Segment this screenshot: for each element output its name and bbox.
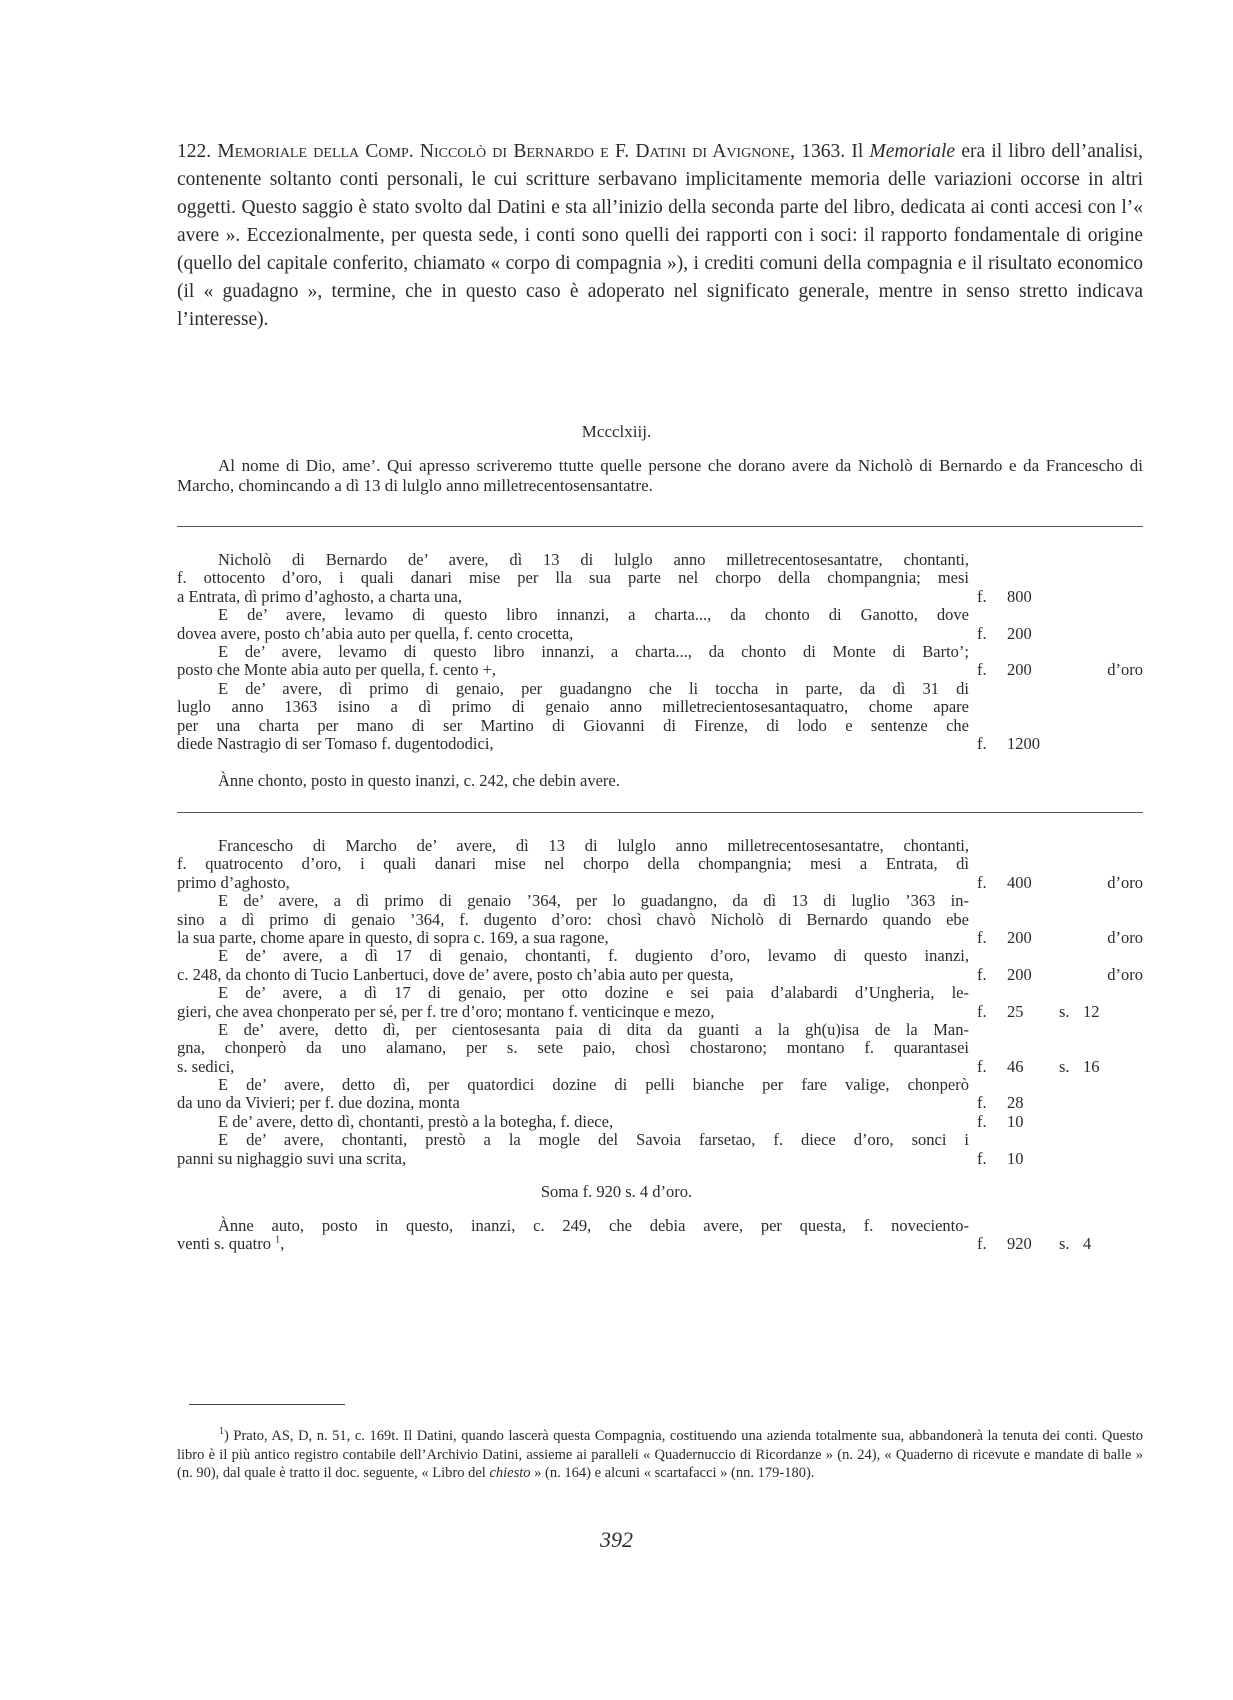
entry-line — [177, 606, 1143, 624]
entry-line — [177, 855, 1143, 873]
entry-line-text: E de’ avere, dì primo di genaio, per guadangno che li toccha in parte, da dì 31 di — [218, 678, 969, 698]
closing-line-2: venti s. quatro — [177, 1234, 271, 1254]
entry-amt: 25 — [1007, 1001, 1024, 1021]
entry-line — [177, 1021, 1143, 1039]
year-heading: Mccclxiij. — [581, 422, 652, 441]
entry-line-text: E de’ avere, detto dì, per cientosesanta paia di dita da guanti a la gh(u)isa de la Man- — [218, 1019, 969, 1039]
entry-line-text: E de’ avere, levamo di questo libro innanzi, a charta..., da chonto di Monte di Barto’; — [218, 641, 969, 661]
entry-line-text: luglo anno 1363 isino a dì primo di genaio anno milletrecientosesantaquatro, chome apare — [177, 697, 969, 717]
entry-s: s. — [1059, 1056, 1070, 1076]
footnote-mark: 1 — [219, 1426, 224, 1438]
entry-line-text: dovea avere, posto ch’abia auto per quella, f. cento crocetta, — [177, 623, 574, 643]
footnote-text-b: » (n. 164) e alcuni « scartafacci » (nn. 179-180). — [534, 1465, 815, 1481]
entry-oro: d’oro — [1107, 927, 1143, 947]
entry-sn: 12 — [1083, 1001, 1100, 1021]
entry-line-text: E de’ avere, a dì 17 di genaio, per otto dozine e sei paia d’alabardi d’Ungheria, le- — [218, 983, 969, 1003]
doc-number: 122. — [177, 141, 212, 162]
entry-f: f. — [977, 586, 987, 606]
entry-amt: 10 — [1007, 1148, 1024, 1168]
entry-amt: 400 — [1007, 872, 1032, 892]
divider-2 — [177, 812, 1143, 813]
entry-line-text: E de’ avere, a dì primo di genaio ’364, per lo guadangno, da dì 13 di luglio ’363 in- — [218, 891, 969, 911]
footnote-text-a: ) Prato, AS, D, n. 51, c. 169t. Il Datini, quando lascerà questa Compagnia, costituendo una azienda totalmente sua, abbandonerà la tenuta dei conti. Questo libro è il più antico registro contabile dell’Archivio Datini, assieme ai paralleli « Quadernuccio di Ricordanze » (n. 24), « Quaderno di ricevute e mandate di balle » (n. 90), dal quale è tratto il doc. seguente, « Libro del — [177, 1428, 1143, 1481]
entry-line — [177, 1039, 1143, 1057]
entry-line-text: f. ottocento d’oro, i quali danari mise per lla sua parte nel chorpo della chompangnia; mesi — [177, 568, 969, 588]
entry-line — [177, 1094, 1143, 1112]
entry-line — [177, 569, 1143, 587]
entry-line-text: a Entrata, dì primo d’aghosto, a charta una, — [177, 586, 462, 606]
entry-f: f. — [977, 733, 987, 753]
entry-line-text: gna, chonperò da uno alamano, per s. sete paio, chosì chostarono; montano f. quarantasei — [177, 1038, 969, 1058]
entry-line-text: E de’ avere, chontanti, prestò a la mogle del Savoia farsetao, f. diece d’oro, sonci i — [218, 1130, 969, 1150]
footnote-italic: chiesto — [489, 1465, 531, 1481]
closing-tail: , — [280, 1234, 285, 1254]
entry1-closing: Ànne chonto, posto in questo inanzi, c. 242, che debin avere. — [218, 771, 620, 790]
entry-f: f. — [977, 1148, 987, 1168]
entry-f: f. — [977, 623, 987, 643]
entry-oro: d’oro — [1107, 964, 1143, 984]
entry-line-text: posto che Monte abia auto per quella, f. cento +, — [177, 660, 497, 680]
entry-amt: 200 — [1007, 660, 1032, 680]
entry-line-text: la sua parte, chome apare in questo, di sopra c. 169, a sua ragone, — [177, 927, 609, 947]
entry-f: f. — [977, 872, 987, 892]
entry-line — [177, 1003, 1143, 1021]
footnote-ref: 1 — [275, 1234, 281, 1246]
closing-s: s. — [1059, 1234, 1070, 1254]
entry-line-text: E de’ avere, a dì 17 di genaio, chontanti, f. dugiento d’oro, levamo di questo inanzi, — [218, 946, 969, 966]
entry-amt: 200 — [1007, 964, 1032, 984]
entry-line — [177, 947, 1143, 965]
entry-f: f. — [977, 964, 987, 984]
entry-amt: 10 — [1007, 1111, 1024, 1131]
entry-line — [177, 911, 1143, 929]
entry-line — [177, 1113, 1143, 1131]
entry-line — [177, 837, 1143, 855]
entry-line-text: Nicholò di Bernardo de’ avere, dì 13 di lulglo anno milletrecentosesantatre, chontanti, — [218, 550, 969, 569]
entry-f: f. — [977, 1111, 987, 1131]
entry-line-text: s. sedici, — [177, 1056, 235, 1076]
footnote-rule — [189, 1404, 345, 1405]
entry-oro: d’oro — [1107, 660, 1143, 680]
entry-line — [177, 929, 1143, 947]
entry-line-text: E de’ avere, detto dì, chontanti, prestò a la botegha, f. diece, — [218, 1111, 614, 1131]
intro-text-b: era il libro dell’analisi, contenente soltanto conti personali, le cui scritture serbavano implicitamente memoria delle variazioni occorse in altri oggetti. Questo saggio è stato svolto dal Datini e sta all’inizio della seconda parte del libro, dedicata ai conti accesi con l’« avere ». Eccezionalmente, per questa sede, i conti sono quelli dei rapporti con i soci: il rapporto fondamentale di origine (quello del capitale conferito, chiamato « corpo di compagnia »), i crediti comuni della compagnia e il risultato economico (il « guadagno », termine, che in questo caso è adoperato nel significato generale, mentre in senso stretto indicava l’interesse). — [177, 141, 1144, 330]
entry-line — [177, 661, 1143, 679]
intro-paragraph — [177, 138, 1143, 334]
entry-francescho — [177, 837, 1143, 1168]
intro-italic-memoriale: Memoriale — [869, 141, 956, 162]
closing-amount: 920 — [1007, 1234, 1032, 1254]
entry-line — [177, 1131, 1143, 1149]
footnote — [177, 1427, 1143, 1483]
entry-line-text: diede Nastragio di ser Tomaso f. dugentododici, — [177, 733, 494, 753]
entry-line-text: panni su nighaggio suvi una scrita, — [177, 1148, 407, 1168]
entry-f: f. — [977, 1001, 987, 1021]
entry-line — [177, 625, 1143, 643]
entry-line — [177, 984, 1143, 1002]
entry-line — [177, 588, 1143, 606]
entry-line — [177, 680, 1143, 698]
entry-line-text: sino a dì primo di genaio ’364, f. dugento d’oro: chosì chavò Nicholò di Bernardo quando ebe — [177, 909, 969, 929]
entry-amt: 1200 — [1007, 733, 1040, 753]
entry-f: f. — [977, 660, 987, 680]
entry-amt: 28 — [1007, 1093, 1024, 1113]
entry-line-text: Francescho di Marcho de’ avere, dì 13 di lulglo anno milletrecentosesantatre, chontanti, — [218, 836, 969, 855]
entry-line — [177, 874, 1143, 892]
entry-line-text: f. quatrocento d’oro, i quali danari mise nel chorpo della chompangnia; mesi a Entrata, dì — [177, 854, 969, 874]
entry-line-text: da uno da Vivieri; per f. due dozina, monta — [177, 1093, 460, 1113]
entry-line-text: E de’ avere, detto dì, per quatordici dozine di pelli bianche per fare valige, chonperò — [218, 1075, 969, 1095]
entry2-closing — [177, 1217, 1143, 1254]
entry-oro: d’oro — [1107, 872, 1143, 892]
entry-sn: 16 — [1083, 1056, 1100, 1076]
entry-f: f. — [977, 1093, 987, 1113]
closing-line-1: Ànne auto, posto in questo, inanzi, c. 249, che debia avere, per questa, f. noveciento- — [218, 1216, 969, 1235]
entry-line-text: gieri, che avea chonperato per sé, per f. tre d’oro; montano f. venticinque e mezo, — [177, 1001, 715, 1021]
entry-amt: 46 — [1007, 1056, 1024, 1076]
entry-line — [177, 735, 1143, 753]
entry-amt: 800 — [1007, 586, 1032, 606]
entry-line-text: per una charta per mano di ser Martino di Giovanni di Firenze, di lodo e sentenze che — [177, 715, 969, 735]
entry-line — [177, 966, 1143, 984]
entry-s: s. — [1059, 1001, 1070, 1021]
entry-amt: 200 — [1007, 623, 1032, 643]
entry-line — [177, 1150, 1143, 1168]
entry-f: f. — [977, 927, 987, 947]
entry-line — [177, 698, 1143, 716]
entry-amt: 200 — [1007, 927, 1032, 947]
closing-soldi: 4 — [1083, 1234, 1092, 1254]
intro-text-a: Il — [851, 141, 864, 162]
entry-line — [177, 1058, 1143, 1076]
entry-line — [177, 892, 1143, 910]
entry-line-text: c. 248, da chonto di Tucio Lanbertuci, dove de’ avere, posto ch’abia auto per questa, — [177, 964, 734, 984]
entry-line — [177, 1076, 1143, 1094]
doc-title: Memoriale della Comp. Niccolò di Bernardo e F. Datini di Avignone, 1363. — [217, 141, 846, 162]
entry-line — [177, 643, 1143, 661]
invocation: Al nome di Dio, ame’. Qui apresso scriveremo ttutte quelle persone che dorano avere da Nicholò di Bernardo e da Francescho di Marcho, chomincando a dì 13 di lulglo anno milletrecentosensantatre. — [177, 456, 1143, 495]
closing-f: f. — [977, 1234, 987, 1254]
soma-total: Soma f. 920 s. 4 d’oro. — [540, 1182, 693, 1201]
entry-line — [177, 717, 1143, 735]
entry-line-text: primo d’aghosto, — [177, 872, 290, 892]
entry-line-text: E de’ avere, levamo di questo libro innanzi, a charta..., da chonto di Ganotto, dove — [218, 605, 969, 625]
entry-nicholo — [177, 551, 1143, 753]
entry-f: f. — [977, 1056, 987, 1076]
entry-line — [177, 551, 1143, 569]
divider-1 — [177, 526, 1143, 527]
page-number: 392 — [600, 1527, 633, 1552]
